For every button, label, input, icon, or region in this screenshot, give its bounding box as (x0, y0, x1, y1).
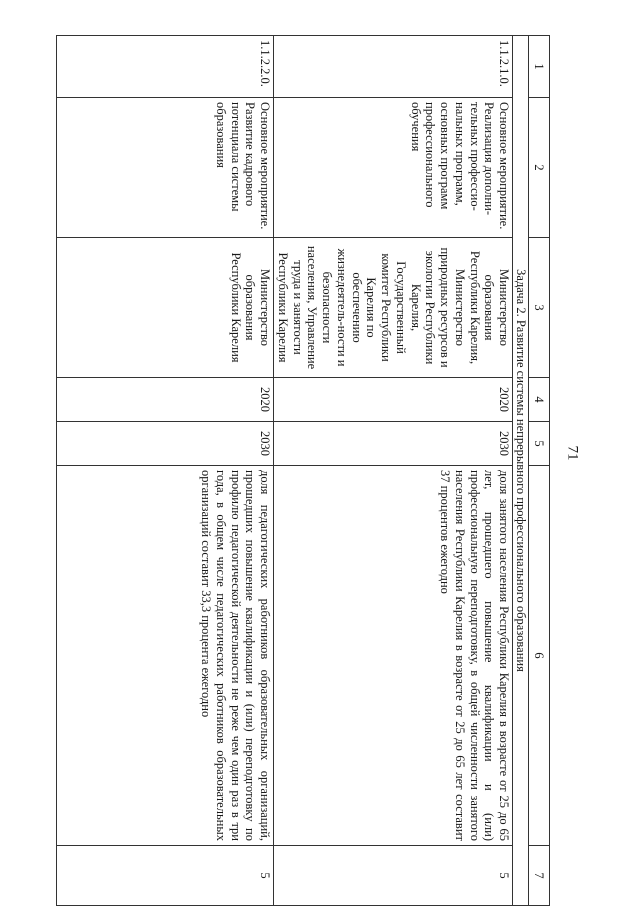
start-year-cell: 2020 (57, 378, 274, 422)
rotated-table-sheet (60, 35, 550, 905)
header-cell-3: 3 (529, 238, 550, 378)
measure-cell: Основное мероприятие. Развитие кадрового потенциала системы образования (57, 98, 274, 238)
header-cell-4: 4 (529, 378, 550, 422)
end-year-cell: 2030 (57, 422, 274, 466)
measure-cell: Основное мероприятие. Реализация дополни-тельных профессио-нальных программ, основных программ профессионального обучения (274, 98, 513, 238)
header-cell-6: 6 (529, 466, 550, 846)
result-cell: доля занятого населения Республики Карелия в возрасте от 25 до 65 лет, прошедшего повышение квалификации и (или) профессиональную переподготовку, в общей численности занятого населения Республики Карелия в возрасте от 25 до 65 лет составит 37 процентов ежегодно (274, 466, 513, 846)
result-cell: доля педагогических работников образовательных организаций, прошедших повышение квалификации и (или) переподготовку по профилю педагогической деятельности не реже чем один раз в три года, в общем числе педагогических работников образовательных организаций составит 33,3 процента ежегодно (57, 466, 274, 846)
executor-cell: Министерство образования Республики Карелия, Министерство природных ресурсов и экологии Республики Карелия, Государственный комитет Республики Карелия по обеспечению жизнедеятель-ности и безопасности населения, Управление труда и занятости Республики Карелия (274, 238, 513, 378)
header-row (529, 36, 550, 906)
row-code: 1.1.2.2.0. (57, 36, 274, 98)
header-cell-7: 7 (529, 846, 550, 906)
page-number: 71 (564, 445, 581, 461)
indicator-cell: 5 (57, 846, 274, 906)
row-code: 1.1.2.1.0. (274, 36, 513, 98)
program-table (56, 35, 550, 906)
start-year-cell: 2020 (274, 378, 513, 422)
header-cell-2: 2 (529, 98, 550, 238)
executor-cell: Министерство образования Республики Карелия (57, 238, 274, 378)
table-row (57, 36, 274, 906)
end-year-cell: 2030 (274, 422, 513, 466)
header-cell-5: 5 (529, 422, 550, 466)
task-title: Задача 2. Развитие системы непрерывного профессионального образования (513, 36, 529, 906)
task-row (513, 36, 529, 906)
header-cell-1: 1 (529, 36, 550, 98)
table-row (274, 36, 513, 906)
indicator-cell: 5 (274, 846, 513, 906)
